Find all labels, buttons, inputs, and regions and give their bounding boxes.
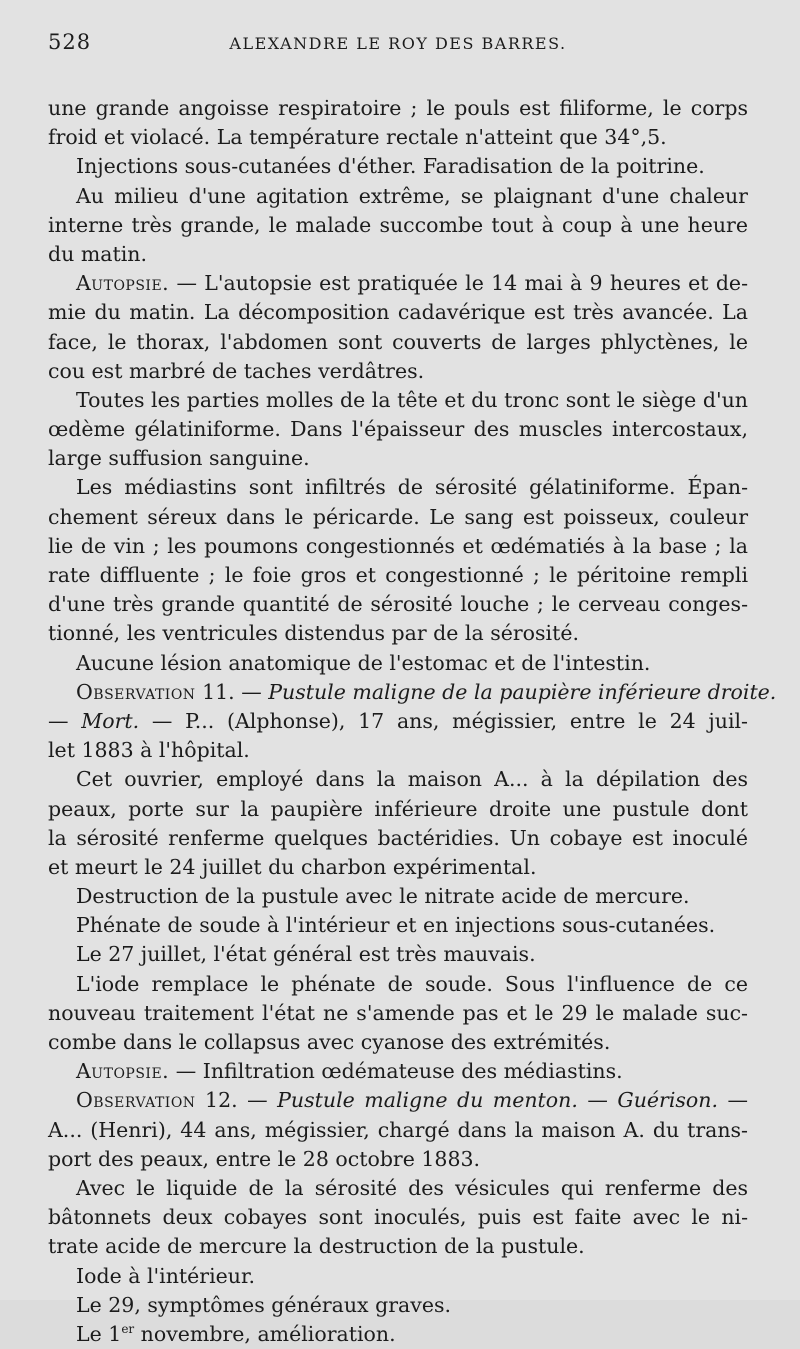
text-line: A... (Henri), 44 ans, mégissier, chargé dans la maison A. du trans- [48,1117,748,1142]
page-number: 528 [48,30,92,54]
text-line: Phénate de soude à l'intérieur et en injections sous-cutanées. [76,913,716,938]
text-line: L'iode remplace le phénate de soude. Sous l'influence de ce [76,971,748,996]
outcome-label: Mort. [81,708,140,733]
body-text [48,94,777,1349]
section-label: Autopsie. [76,1059,170,1084]
observation-title: Pustule maligne du menton. [277,1088,578,1113]
text-line: Injections sous-cutanées d'éther. Faradisation de la poitrine. [76,154,705,179]
observation-label: Observation [76,679,196,704]
text-line: Cet ouvrier, employé dans la maison A... à la dépilation des [76,767,748,792]
text-line [48,1086,748,1115]
text-span: — Infiltration œdémateuse des médiastins. [169,1059,623,1084]
text-span: — L'autopsie est pratiquée le 14 mai à 9 heures et de- [169,271,748,296]
text-line: Destruction de la pustule avec le nitrate acide de mercure. [76,884,690,909]
running-title: ALEXANDRE LE ROY DES BARRES. [229,34,567,53]
text-span: Le 1 [76,1321,122,1346]
text-line: Iode à l'intérieur. [76,1263,256,1288]
observation-title: Pustule maligne de la paupière inférieure droite. [268,679,777,704]
text-line: mie du matin. La décomposition cadavérique est très avancée. La [48,300,748,325]
text-line: d'une très grande quantité de sérosité louche ; le cerveau conges- [48,592,748,617]
text-line: cou est marbré de taches verdâtres. [48,358,425,383]
text-line: interne très grande, le malade succombe tout à coup à une heure [48,212,748,237]
text-span: — P... (Alphonse), 17 ans, mégissier, entre le 24 juil- [139,708,748,733]
text-line: chement séreux dans le péricarde. Le sang est poisseux, couleur [48,504,748,529]
text-line: Le 29, symptômes généraux graves. [76,1292,452,1317]
observation-label: Observation [76,1088,196,1113]
text-line: large suffusion sanguine. [48,446,310,471]
outcome-label: Guérison. [617,1088,718,1113]
text-line: port des peaux, entre le 28 octobre 1883. [48,1146,481,1171]
text-line: et meurt le 24 juillet du charbon expérimental. [48,854,537,879]
text-line: Le 27 juillet, l'état général est très mauvais. [76,942,536,967]
text-line: œdème gélatiniforme. Dans l'épaisseur des muscles intercostaux, [48,417,748,442]
text-line: bâtonnets deux cobayes sont inoculés, puis est faite avec le ni- [48,1205,748,1230]
text-line: Avec le liquide de la sérosité des vésicules qui renferme des [76,1175,748,1200]
text-span: — [48,708,82,733]
text-line: la sérosité renferme quelques bactéridies. Un cobaye est inoculé [48,825,748,850]
text-span: 11. — [195,679,269,704]
text-line: face, le thorax, l'abdomen sont couverts de larges phlyctènes, le [48,329,748,354]
text-line [48,707,748,736]
text-line: tionné, les ventricules distendus par de la sérosité. [48,621,579,646]
text-line: lie de vin ; les poumons congestionnés et œdématiés à la base ; la [48,533,748,558]
text-line [48,678,777,707]
text-span: — [718,1088,748,1113]
text-line: trate acide de mercure la destruction de la pustule. [48,1234,585,1259]
text-line: rate diffluente ; le foie gros et congestionné ; le péritoine rempli [48,563,748,587]
text-line [48,1057,748,1086]
text-line: peaux, porte sur la paupière inférieure droite une pustule dont [48,796,748,821]
text-line: combe dans le collapsus avec cyanose des extrémités. [48,1030,611,1054]
text-line: du matin. [48,241,148,266]
superscript: er [121,1322,135,1337]
text-line [48,269,748,298]
text-line: Aucune lésion anatomique de l'estomac et de l'intestin. [76,650,651,675]
text-line: nouveau traitement l'état ne s'amende pas et le 29 le malade suc- [48,1000,748,1025]
text-line: une grande angoisse respiratoire ; le pouls est filiforme, le corps [48,96,748,120]
text-span: 12. — [195,1088,278,1113]
text-line: froid et violacé. La température rectale n'atteint que 34°,5. [48,125,667,150]
text-span: — [577,1088,618,1113]
page-header [48,30,748,70]
text-line: Les médiastins sont infiltrés de sérosité gélatiniforme. Épan- [76,475,748,500]
text-line [48,1320,748,1349]
section-label: Autopsie. [76,271,170,296]
text-line: let 1883 à l'hôpital. [48,738,250,763]
text-line: Au milieu d'une agitation extrême, se plaignant d'une chaleur [76,183,748,208]
text-span: novembre, amélioration. [134,1321,396,1346]
text-line: Toutes les parties molles de la tête et du tronc sont le siège d'un [76,387,748,412]
